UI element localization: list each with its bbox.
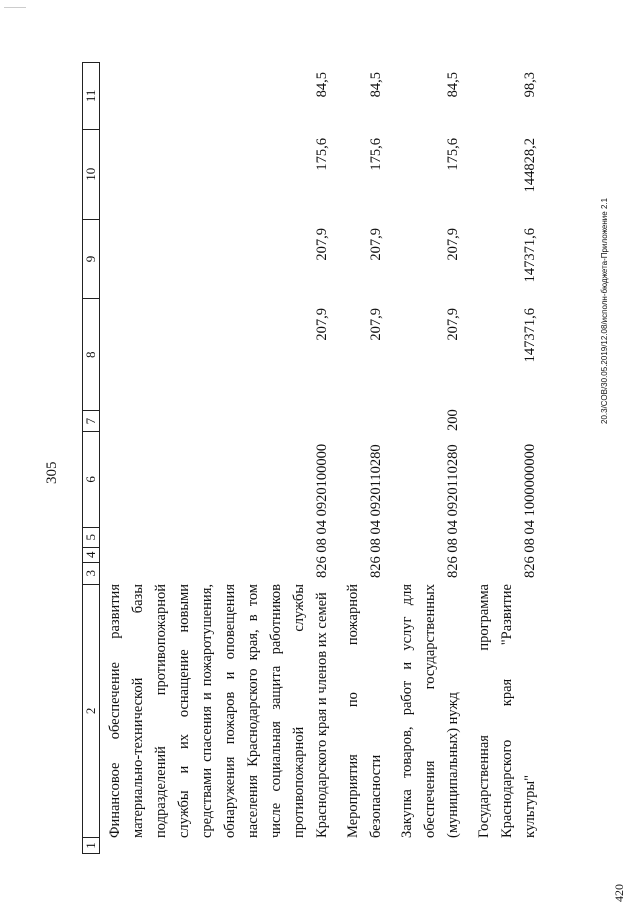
row-name: Мероприятия по пожарной безопасности <box>345 584 384 838</box>
row-value-10: 175,6 <box>445 138 461 171</box>
budget-table <box>82 62 542 854</box>
header-col-6: 6 <box>83 431 99 527</box>
table-row <box>342 62 388 854</box>
header-col-8: 8 <box>83 298 99 410</box>
row-value-11: 84,5 <box>445 72 461 98</box>
edge-mark <box>4 7 26 8</box>
row-value-9: 207,9 <box>368 228 384 261</box>
header-col-5: 5 <box>83 527 99 547</box>
row-codes: 826 08 04 0920110280 <box>445 444 461 578</box>
header-col-9: 9 <box>83 219 99 299</box>
header-col-1: 1 <box>83 837 99 853</box>
row-value-8: 207,9 <box>445 308 461 341</box>
row-name: Государственная программа Краснодарского края "Развитие культуры" <box>476 584 538 838</box>
row-value-8: 207,9 <box>314 308 330 341</box>
row-value-9: 207,9 <box>445 228 461 261</box>
row-value-9: 207,9 <box>314 228 330 261</box>
table-header <box>82 62 100 854</box>
page-number: 305 <box>44 461 60 484</box>
row-expense-type: 200 <box>445 409 461 431</box>
row-value-8: 147371,6 <box>522 308 538 363</box>
row-value-10: 175,6 <box>368 138 384 171</box>
header-col-7: 7 <box>83 410 99 431</box>
row-value-9: 147371,6 <box>522 228 538 283</box>
table-row <box>473 62 542 854</box>
row-value-11: 98,3 <box>522 72 538 98</box>
row-value-11: 84,5 <box>314 72 330 98</box>
row-value-10: 175,6 <box>314 138 330 171</box>
header-col-11: 11 <box>83 89 98 103</box>
row-codes: 826 08 04 0920110280 <box>368 444 384 578</box>
row-value-10: 144828,2 <box>522 138 538 193</box>
row-name: Финансовое обеспечение развития материально-технической базы подразделений противопожарной службы и их оснащение новыми средствами спасения и пожаротушения, обнаружения пожаров и оповещения населения Краснодарского края, в том числе социальная защита работников противопожарной службы Краснодарского края и членов их семей <box>107 584 330 838</box>
header-col-3: 3 <box>83 562 99 584</box>
header-col-2: 2 <box>83 584 99 837</box>
corner-number: 420 <box>612 884 626 902</box>
row-codes: 826 08 04 0920100000 <box>314 443 330 578</box>
table-row <box>396 62 465 854</box>
row-name: Закупка товаров, работ и услуг для обеспечения государственных (муниципальных) нужд <box>399 584 461 838</box>
footer-stamp: 20.3/СОВ/30.05.2019/12.08/исполн-бюджета-Приложение 2.1 <box>600 197 609 424</box>
table-row <box>104 62 334 854</box>
header-col-4: 4 <box>83 547 99 562</box>
row-value-11: 84,5 <box>368 72 384 98</box>
row-value-8: 207,9 <box>368 308 384 341</box>
header-col-10: 10 <box>83 129 99 219</box>
row-codes: 826 08 04 1000000000 <box>522 443 538 578</box>
